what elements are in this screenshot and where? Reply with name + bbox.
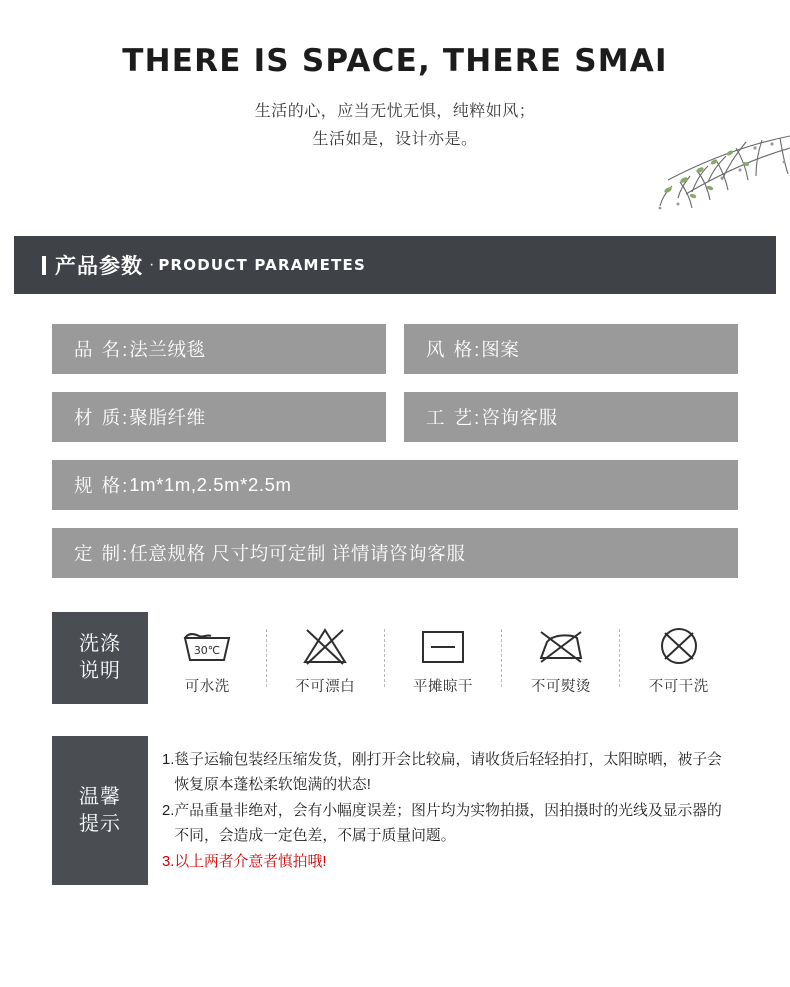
param-cell-size — [52, 460, 738, 510]
param-label: 品 名: — [74, 339, 130, 360]
care-item-no-iron — [513, 621, 609, 696]
care-caption: 可水洗 — [184, 678, 230, 695]
tip-number: 1. — [162, 752, 175, 768]
param-value: 1m*1m,2.5m*2.5m — [129, 474, 292, 495]
section-tick-icon — [42, 256, 46, 275]
wash-care-tag-line-1: 洗涤 — [79, 633, 121, 655]
care-item-flat-dry — [395, 621, 491, 696]
param-value: 任意规格 尺寸均可定制 详情请咨询客服 — [129, 543, 466, 564]
no-iron-icon — [533, 621, 589, 669]
param-value: 咨询客服 — [481, 407, 558, 428]
care-divider — [501, 629, 502, 687]
tip-number: 2. — [162, 802, 175, 819]
care-item-machine-wash — [159, 621, 255, 696]
wash-care-items — [148, 612, 738, 704]
param-label: 材 质: — [74, 407, 130, 428]
no-bleach-triangle-icon — [297, 621, 353, 669]
section-title-en: PRODUCT PARAMETES — [158, 256, 366, 274]
list-item — [162, 850, 732, 875]
param-cell-craft — [404, 392, 738, 442]
param-label: 定 制: — [74, 543, 130, 564]
list-item — [162, 748, 732, 799]
warm-tips-tag — [52, 736, 148, 885]
care-divider — [266, 629, 267, 687]
warm-tips-tag-line-2: 提示 — [79, 812, 121, 835]
hero-subtitle — [0, 98, 790, 154]
section-header-product-parameters — [14, 236, 776, 294]
tip-text: 毯子运输包装经压缩发货，刚打开会比较扁，请收货后轻轻拍打，太阳晾晒，被子会恢复原本蓬松柔软饱满的状态! — [174, 752, 722, 794]
param-cell-name — [52, 324, 386, 374]
care-caption: 不可干洗 — [648, 678, 709, 695]
hero-section — [0, 0, 790, 228]
param-cell-material — [52, 392, 386, 442]
hero-subtitle-line-1: 生活的心，应当无忧无惧，纯粹如风； — [254, 103, 536, 121]
tip-text: 以上两者介意者慎拍哦! — [174, 853, 327, 870]
care-caption: 不可漂白 — [295, 678, 356, 695]
param-value: 法兰绒毯 — [129, 339, 206, 360]
warm-tips-section — [52, 736, 738, 885]
table-row — [52, 324, 738, 374]
section-separator: · — [149, 256, 155, 273]
wash-tub-30c-icon — [179, 621, 235, 669]
hero-subtitle-line-2: 生活如是，设计亦是。 — [312, 131, 478, 149]
wash-care-section — [52, 612, 738, 704]
care-caption: 平摊晾干 — [412, 678, 473, 695]
table-row — [52, 528, 738, 578]
warm-tips-tag-line-1: 温馨 — [79, 785, 121, 808]
care-caption: 不可熨烫 — [530, 678, 591, 695]
param-label: 风 格: — [426, 339, 482, 360]
wash-care-tag — [52, 612, 148, 704]
care-divider — [619, 629, 620, 687]
param-value: 图案 — [481, 339, 520, 360]
table-row — [52, 392, 738, 442]
tip-text: 产品重量非绝对，会有小幅度误差；图片均为实物拍摄，因拍摄时的光线及显示器的不同，会造成一定色差，不属于质量问题。 — [174, 802, 722, 845]
page-title: THERE IS SPACE, THERE SMAI — [122, 43, 668, 79]
tip-number: 3. — [162, 853, 175, 870]
flat-dry-icon — [415, 621, 471, 669]
wash-temp-label: 30℃ — [194, 643, 221, 657]
param-cell-custom — [52, 528, 738, 578]
warm-tips-list — [148, 736, 738, 885]
care-item-no-dryclean — [631, 621, 727, 696]
param-value: 聚脂纤维 — [129, 407, 206, 428]
care-item-no-bleach — [277, 621, 373, 696]
list-item — [162, 799, 732, 850]
param-cell-style — [404, 324, 738, 374]
wash-care-tag-line-2: 说明 — [79, 660, 121, 682]
parameters-table — [52, 324, 738, 578]
param-label: 工 艺: — [426, 407, 482, 428]
no-dryclean-circle-icon — [651, 621, 707, 669]
section-title-cn: 产品参数 — [55, 255, 143, 278]
table-row — [52, 460, 738, 510]
param-label: 规 格: — [74, 475, 130, 496]
care-divider — [384, 629, 385, 687]
